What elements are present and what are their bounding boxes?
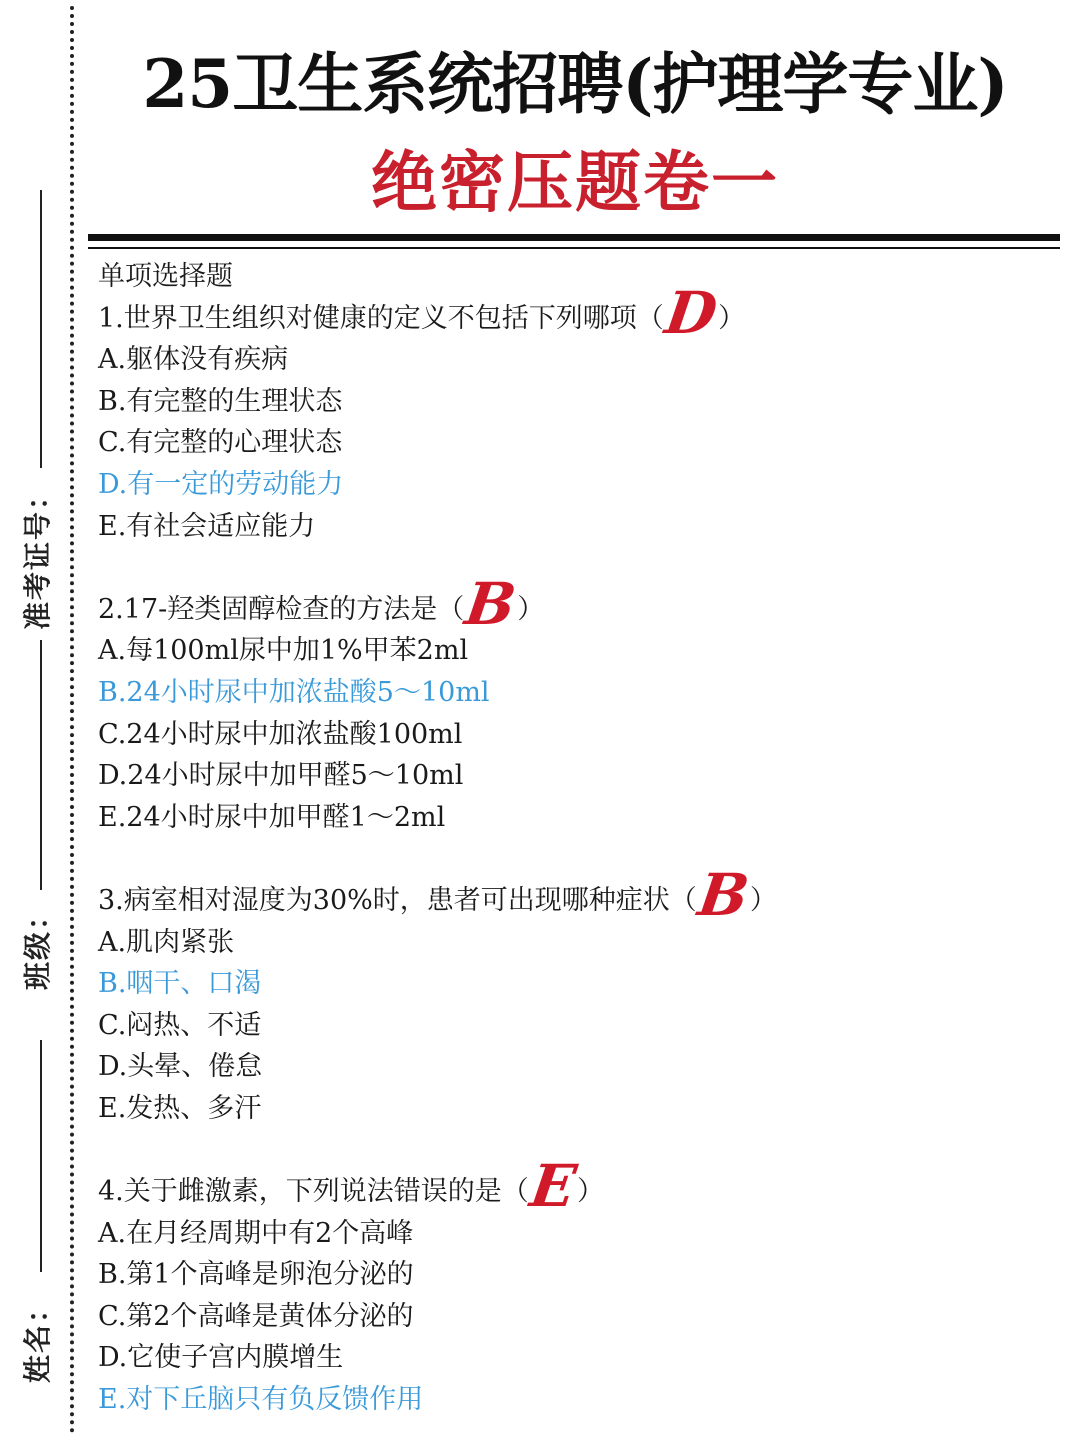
question-stem-close: ） (576, 1176, 604, 1208)
answer-mark: E (525, 1152, 580, 1221)
question-stem-text: 1.世界卫生组织对健康的定义不包括下列哪项（ (98, 302, 664, 334)
answer-mark: B (694, 860, 753, 929)
correct-option: D.有一定的劳动能力 (98, 468, 344, 500)
question-stem-text: 2.17-羟类固醇检查的方法是（ (98, 593, 465, 625)
option: D.它使子宫内膜增生 (98, 1342, 344, 1374)
question-stem (98, 1152, 1048, 1221)
option: B.第1个高峰是卵泡分泌的 (98, 1259, 414, 1291)
spacer (98, 547, 1048, 589)
option: A.每100ml尿中加1%甲苯2ml (98, 635, 469, 667)
answer-mark: B (461, 569, 521, 638)
page-title: 25卫生系统招聘(护理学专业) (142, 45, 1008, 123)
option: E.24小时尿中加甲醛1～2ml (98, 801, 446, 833)
name-label: 姓名： (21, 1292, 54, 1384)
section-title: 单项选择题 (98, 261, 233, 292)
exam-number-label: 准考证号： (21, 479, 54, 631)
dotted-cut-line (70, 6, 74, 1434)
name-underline (40, 1040, 42, 1272)
page-subtitle: 绝密压题卷一 (371, 143, 779, 221)
option: B.有完整的生理状态 (98, 385, 343, 417)
question-stem-text: 3.病室相对湿度为30%时，患者可出现哪种症状（ (98, 884, 697, 916)
option: C.24小时尿中加浓盐酸100ml (98, 718, 463, 750)
question-stem-text: 4.关于雌激素，下列说法错误的是（ (98, 1176, 529, 1208)
question-stem-close: ） (718, 302, 746, 334)
option: D.24小时尿中加甲醛5～10ml (98, 760, 464, 792)
option: E.有社会适应能力 (98, 510, 316, 542)
class-label: 班级： (21, 899, 54, 991)
exam-number-underline (40, 190, 42, 468)
correct-option: B.24小时尿中加浓盐酸5～10ml (98, 676, 490, 708)
question-stem (98, 278, 1048, 347)
option: C.闷热、不适 (98, 1009, 262, 1041)
option: C.第2个高峰是黄体分泌的 (98, 1300, 414, 1332)
option: A.肌肉紧张 (98, 926, 235, 958)
binding-margin (0, 0, 80, 1440)
header-divider-thick (88, 234, 1060, 241)
answer-mark: D (660, 278, 721, 347)
spacer (98, 838, 1048, 880)
question-stem-close: ） (517, 593, 545, 625)
question-stem-close: ） (749, 884, 777, 916)
option: C.有完整的心理状态 (98, 427, 343, 459)
correct-option: B.咽干、口渴 (98, 968, 262, 1000)
option: A.躯体没有疾病 (98, 344, 289, 376)
option: A.在月经周期中有2个高峰 (98, 1217, 414, 1249)
header-divider-thin (88, 247, 1060, 249)
option: D.头晕、倦怠 (98, 1051, 263, 1083)
question-list (98, 256, 1048, 1421)
class-underline (40, 640, 42, 890)
question-stem (98, 569, 1048, 638)
question-stem (98, 860, 1048, 929)
correct-option: E.对下丘脑只有负反馈作用 (98, 1384, 424, 1416)
option: E.发热、多汗 (98, 1092, 262, 1124)
